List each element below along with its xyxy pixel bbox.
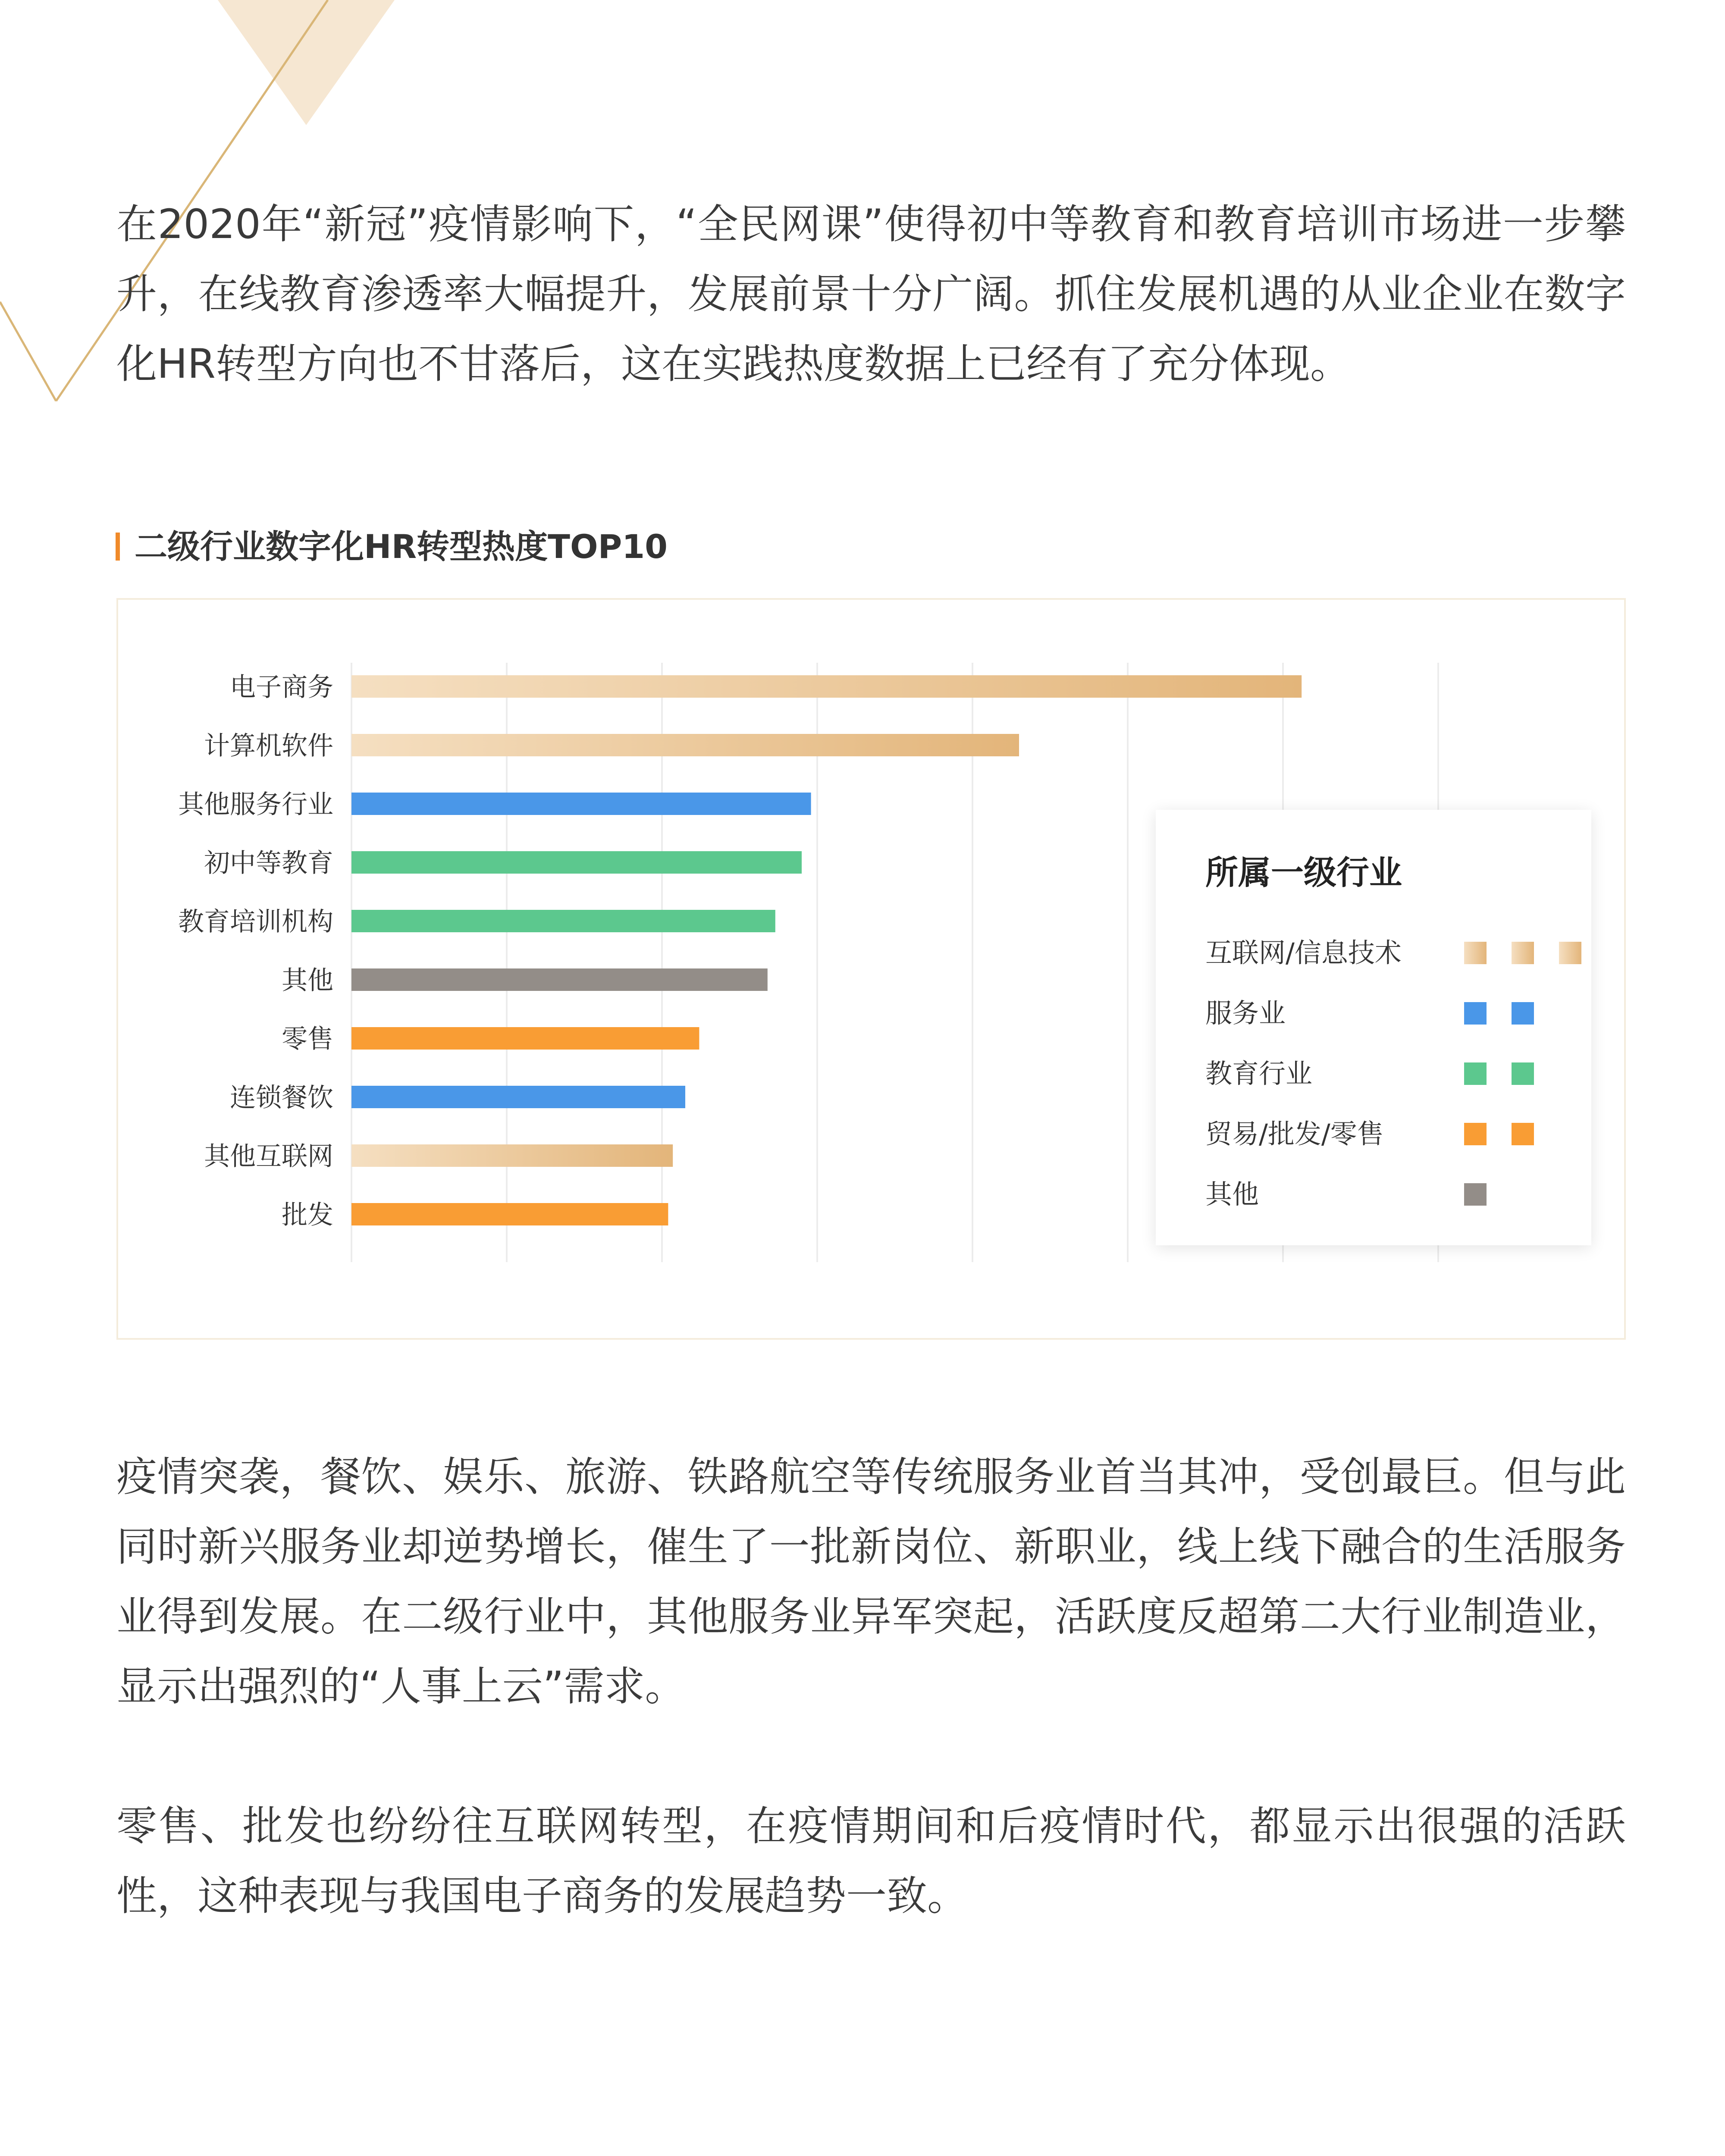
category-labels: [178, 672, 333, 1230]
legend-swatch: [1464, 1123, 1487, 1145]
category-label: 其他服务行业: [178, 790, 333, 820]
legend-swatch: [1464, 1183, 1487, 1206]
bar: [351, 851, 802, 874]
category-label: 零售: [282, 1024, 333, 1054]
category-label: 电子商务: [230, 672, 333, 702]
legend-label: 贸易/批发/零售: [1205, 1118, 1384, 1150]
legend-item: [1205, 931, 1585, 975]
bar: [351, 734, 1019, 756]
category-label: 计算机软件: [204, 731, 333, 761]
legend-swatch: [1512, 942, 1534, 964]
bar: [351, 793, 811, 815]
category-label: 其他互联网: [204, 1141, 333, 1172]
retail-paragraph: 零售、批发也纷纷往互联网转型，在疫情期间和后疫情时代，都显示出很强的活跃性，这种表现与我国电子商务的发展趋势一致。: [116, 1803, 1626, 1920]
legend-swatch: [1464, 942, 1487, 964]
chart-title-accent: [116, 533, 120, 561]
legend-label: 教育行业: [1205, 1058, 1313, 1089]
legend-swatch: [1512, 1062, 1534, 1085]
category-label: 连锁餐饮: [230, 1083, 333, 1113]
legend: [1156, 810, 1591, 1245]
category-label: 其他: [282, 965, 333, 996]
legend-label: 服务业: [1205, 997, 1286, 1029]
bar: [351, 968, 768, 991]
corner-line-1: [0, 302, 56, 401]
category-label: 教育培训机构: [178, 907, 333, 937]
legend-label: 互联网/信息技术: [1205, 937, 1402, 968]
legend-item: [1205, 1173, 1585, 1216]
legend-swatch: [1559, 942, 1581, 964]
legend-item: [1205, 1052, 1585, 1095]
bar: [351, 1203, 668, 1225]
legend-swatch: [1464, 1062, 1487, 1085]
bar: [351, 910, 775, 932]
legend-item: [1205, 992, 1585, 1035]
chart-title: 二级行业数字化HR转型热度TOP10: [135, 527, 668, 566]
category-label: 初中等教育: [204, 848, 333, 878]
legend-label: 其他: [1205, 1178, 1259, 1210]
category-label: 批发: [282, 1200, 333, 1230]
legend-item: [1205, 1112, 1585, 1156]
legend-swatch: [1464, 1002, 1487, 1025]
bar: [351, 1086, 685, 1108]
corner-triangle: [218, 0, 395, 125]
bar: [351, 1144, 673, 1167]
legend-swatch: [1512, 1002, 1534, 1025]
service-paragraph: 疫情突袭，餐饮、娱乐、旅游、铁路航空等传统服务业首当其冲，受创最巨。但与此同时新兴服务业却逆势增长，催生了一批新岗位、新职业，线上线下融合的生活服务业得到发展。在二级行业中，其他服务业异军突起，活跃度反超第二大行业制造业，显示出强烈的“人事上云”需求。: [116, 1454, 1626, 1710]
legend-swatch: [1512, 1123, 1534, 1145]
bar: [351, 675, 1302, 698]
bar: [351, 1027, 699, 1050]
legend-title: 所属一级行业: [1205, 853, 1402, 892]
intro-paragraph: 在2020年“新冠”疫情影响下，“全民网课”使得初中等教育和教育培训市场进一步攀升，在线教育渗透率大幅提升，发展前景十分广阔。抓住发展机遇的从业企业在数字化HR转型方向也不甘落后，这在实践热度数据上已经有了充分体现。: [116, 201, 1626, 388]
